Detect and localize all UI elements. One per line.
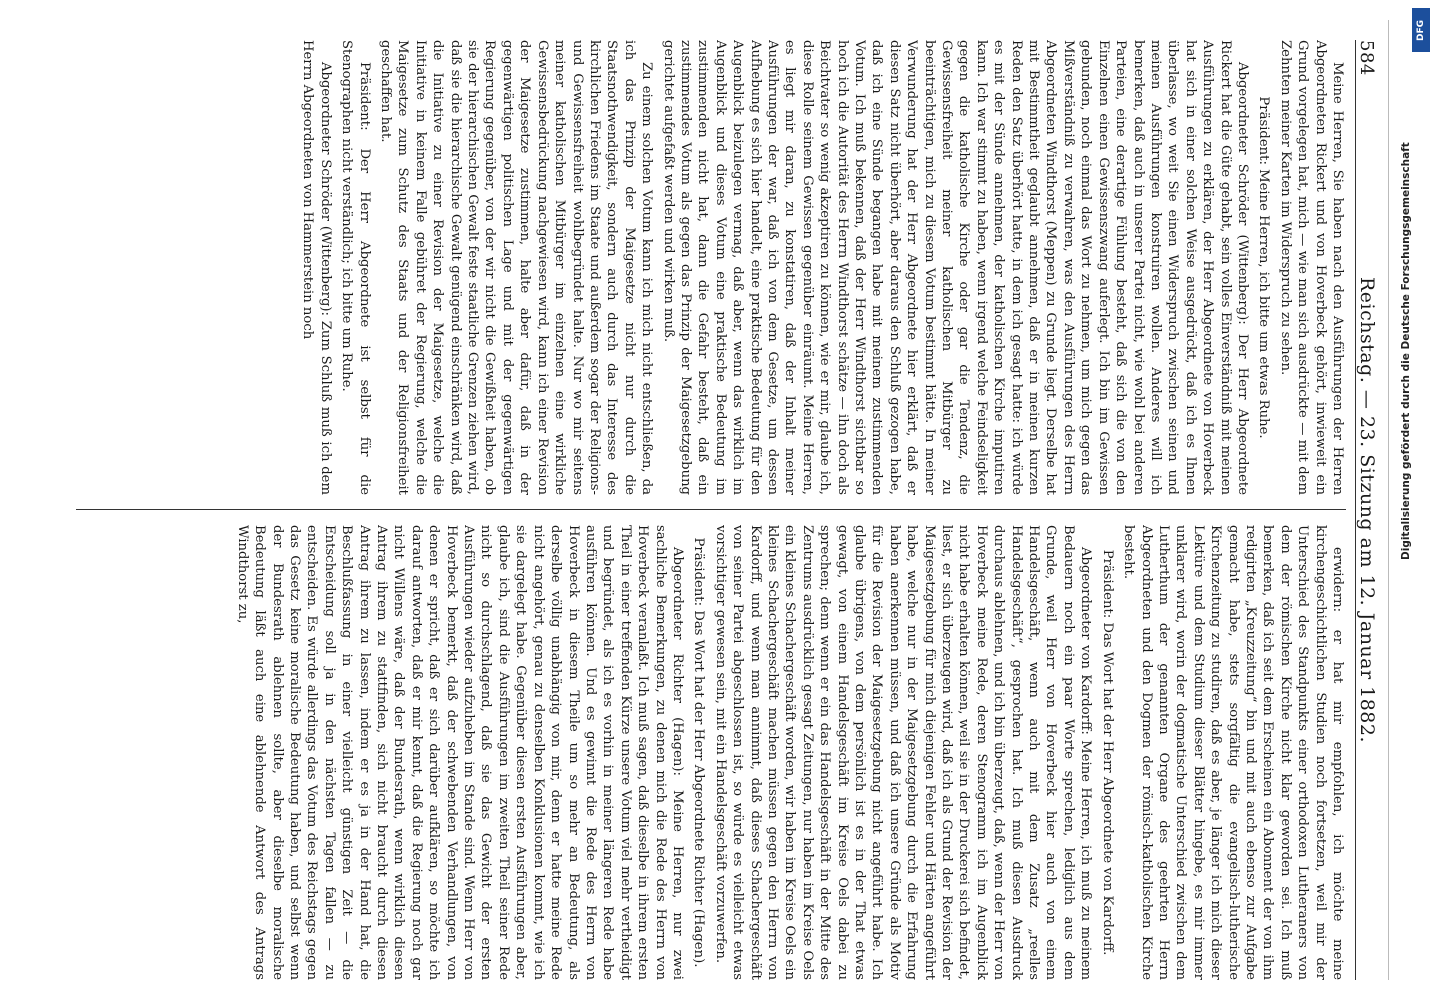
right-paragraph-4: Präsident: Das Wort hat der Herr Abgeordnete Richter (Hagen).: [691, 537, 707, 968]
page-header: [1355, 40, 1390, 980]
right-paragraph-5: Abgeordneter Richter (Hagen): Meine Herren, nur zwei sachliche Bemerkungen, zu denen mich die Rede des Herrn von Hoverbeck veranlaßt. Ich muß sagen, daß dieselbe in ihrem ersten Theil in einer treffenden Kürze unsere Votum viel mehr vertheidigt und begründet, als ich es vorhin in meiner längeren Rede habe ausführen können. Und es gewinnt die Rede des Herrn von Hoverbeck in diesem Theile um so mehr an Bedeutung, als derselbe völlig unabhängig von mir, denn er hatte meine Rede nicht angehört, genau zu denselben Konklusionen kommt, wie ich sie dargelegt habe. Gegenüber diesen ersten Ausführungen aber, glaube ich, sind die Ausführungen im zweiten Theil seiner Rede nicht so durchschlagend, daß sie das Gewicht der ersten Ausführungen wieder aufzuheben im Stande sind. Wenn Herr von Hoverbeck bemerkt, daß der schwebenden Verhandlungen, von denen er spricht, daß er sich darüber aufklären, so möchte ich darauf antworten, daß er mir kennt, daß die Regierung noch gar nicht Willens wäre, daß der Bundesrath, wenn wirklich diesen Antrag ihrem zu stattfinden, sich nicht braucht durch diesen Antrag ihrem zu lassen, indem er es ja in der Hand hat, die Beschlußfassung in einer vielleicht günstigen Zeit — die Entscheidung soll ja in den nächsten Tagen fallen — zu entscheiden. Es würde allerdings das Votum des Reichstags gegen das Gesetz keine moralische Bedeutung haben, und selbst wenn der Bundesrath ablehnen sollte, aber dieselbe moralische Bedeutung läßt auch eine ablehnende Antwort des Antrags Windthorst zu,: [234, 525, 685, 980]
text-columns: [56, 40, 1346, 980]
left-column: [56, 40, 1346, 495]
page-number: 584: [1356, 40, 1377, 76]
left-paragraph-2: Präsident: Meine Herren, ich bitte um etwas Ruhe.: [1256, 96, 1272, 439]
right-column: [56, 525, 1346, 980]
left-paragraph-1: Meine Herren, Sie haben nach den Ausführungen der Herren Abgeordneten Rickert und von Hoverbeck gehört, inwieweit ein Grund vorgelegen hat, mich — wie man sich ausdrückte — mit dem Zehnten meiner Karten im Widerspruch zu sehen.: [1277, 40, 1345, 495]
digitization-credit: Digitalisierung gefördert durch die Deutsche Forschungsgemeinschaft: [1400, 142, 1412, 560]
left-paragraph-3: Abgeordneter Schröder (Wittenberg): Der Herr Abgeordnete Rickert hat die Güte gehabt, sein volles Einverständniß mit meinen Ausführungen zu erklären, der Herr Abgeordnete von Hoverbeck hat sich in einer solchen Weise ausgedrückt, daß ich es Ihnen überlasse, wo weit Sie einen Widerspruch zwischen seinen und meinen Ausführungen konstruiren wollen. Anderes will ich bemerken, daß auch in unserer Partei nicht, wie wohl bei anderen Parteien, eine derartige Fühlung besteht, daß sich die von den Einzelnen einen Gewissenszwang auferlegt. Ich bin im Gewissen gebunden, noch einmal das Wort zu nehmen, um mich gegen das Mißverständniß zu verwahren, was den Ausführungen des Herrn Abgeordneten Windthorst (Meppen) zu Grunde liegt. Derselbe hat mit Bestimmtheit geglaubt annehmen, daß er in meinen kurzen Reden den Satz überhört hatte, in dem ich gesagt hatte: ich würde es mit der Sünde annehmen, der katholischen Kirche imputiren kann. Ich war stimmt zu haben, wenn irgend welche Feindseligkeit gegen die katholische Kirche oder gar die Tendenz, die Gewissensfreiheit meiner katholischen Mitbürger zu beeinträchtigen, mich zu diesem Votum bestimmt hätte. In meiner Verwunderung hat der Herr Abgeordnete hier erklärt, daß er diesen Satz nicht überhört, aber daraus den Schluß gezogen habe, daß ich eine Sünde begangen habe mit meinem zustimmenden Votum. Ich muß bekennen, daß der Herr Windthorst sichtbar so hoch ich die Autorität des Herrn Windthorst schätze — ihn doch als Beichtvater so wenig akzeptiren zu können, wie er mir, glaube ich, diese Rolle seinem Gewissen gegenüber einräumt. Meine Herren, es liegt mir daran, zu konstatiren, daß der Inhalt meiner Ausführungen der war, daß ich von dem Gesetze, um dessen Aufhebung es sich hier handelt, eine praktische Bedeutung für den Augenblick beizulegen vermag, daß aber, wenn das wirklich im Augenblick und dieses Votum eine praktische Bedeutung im zustimmenden nicht hat, dann die Gefahr besteht, daß ein zustimmendes Votum als gegen das Prinzip der Maigesetzgebung gerichtet aufgefaßt werden und wirken muß.: [660, 40, 1250, 495]
right-paragraph-2: Präsident: Das Wort hat der Herr Abgeordnete von Kardorff.: [1099, 549, 1115, 956]
left-paragraph-5: Präsident: Der Herr Abgeordnete ist selbst für die Stenographen nicht verständlich; ich bitte um Ruhe.: [339, 40, 372, 495]
scan-edge-line: [1388, 20, 1389, 980]
dfg-logo: DFG: [1412, 8, 1430, 52]
left-paragraph-6: Abgeordneter Schröder (Wittenberg): Zum Schluß muß ich dem Herrn Abgeordneten von Hammerstein noch: [300, 40, 333, 495]
rotated-page-content: [50, 40, 1390, 980]
left-paragraph-4: Zu einem solchen Votum kann ich mich nicht entschließen, da ich das Prinzip der Maigesetze nicht nur durch die Staatsnothwendigkeit, sondern auch durch das Interesse des kirchlichen Friedens im Staate und außerdem sogar der Religions- und Gewissensfreiheit wohlbegründet halte. Nur wo mir seitens meiner katholischen Mitbürger im einzelnen eine wirkliche Gewissensbedrückung nachgewiesen wird, kann ich einer Revision der Maigesetze zustimmen, halte aber dafür, daß in der gegenwärtigen politischen Lage und mit der gegenwärtigen Regierung gegenüber, von der wir nicht die Gewißheit haben, ob sie der hierarchischen Gewalt feste staatliche Grenzen ziehen wird, daß sie die hierarchische Gewalt genügend einschränken wird, daß die Initiative zu einer Revision der Maigesetze, welche die Initiative in keinem Falle gebühret der Regierung, welche die Maigesetze zum Schutz des Staats und der Religionsfreiheit geschaffen hat.: [378, 40, 655, 495]
column-divider: [76, 509, 1346, 510]
right-paragraph-1: erwidern: er hat mir empfohlen, ich möchte meine kirchengeschichtlichen Studien noch fortsetzen, weil mir der Unterschied des Standpunkts einer orthodoxen Lutheraners von dem der römischen Kirche nicht klar geworden sei. Ich muß bemerken, daß ich seit dem Erscheinen ein Abonnent der von ihm redigirten „Kreuzzeitung“ bin und mit auch ebenso zur Aufgabe gemacht habe, stets sorgfältig die evangelisch-lutherische Kirchenzeitung zu studiren, daß es aber, je länger ich mich dieser Lektüre und dem Studium dieser Blätter hingebe, es mir immer unklarer wird, worin der dogmatische Unterschied zwischen dem Lutherthum der genannten Organe des geehrten Herrn Abgeordneten und den Dogmen der römisch-katholischen Kirche besteht.: [1121, 525, 1345, 980]
right-paragraph-3: Abgeordneter von Kardorff: Meine Herren, ich muß zu meinem Bedauern noch ein paar Worte sprechen, lediglich aus dem Grunde, weil Herr von Hoverbeck hier auch von einem Handelsgeschäft, wenn auch mit dem Zusatz „reelles Handelsgeschäft“, gesprochen hat. Ich muß diesen Ausdruck durchaus ablehnen, und ich bin überzeugt, daß, wenn der Herr von Hoverbeck meine Rede, deren Stenogramm ich im Augenblick nicht habe erhalten können, weil sie in der Druckerei sich befindet, liest, er sich überzeugen wird, daß ich als Grund der Revision der Maigesetzgebung für mich diejenigen Fehler und Härten angeführt habe, welche nur in der Maigesetzgebung durch die Erfahrung haben anerkennen müssen, und daß ich unsere Gründe als Motiv für die Revision der Maigesetzgebung nicht angeführt habe. Ich glaube übrigens, von dem persönlich ist es in der That etwas gewagt, von einem Handelsgeschäft im Kreise Oels dabei zu sprechen; denn wenn er ein das Handelsgeschäft in der Mitte des Zentrums ausdrücklich gesagt Zeitungen, nur haben im Kreise Oels ein kleines Schachergeschäft worden, wir haben im Kreise Oels ein kleines Schachergeschäft machen müssen gegen den Herrn von Kardorff, und wenn man annimmt, daß dieses Schachergeschäft von seiner Partei abgeschlossen ist, so würde es vielleicht etwas vorsichtiger gewesen sein, mit ein Handelsgeschäft vorzuwerfen.: [712, 525, 1094, 980]
running-title: Reichstag. — 23. Sitzung am 12. Januar 1882.: [1356, 276, 1378, 744]
